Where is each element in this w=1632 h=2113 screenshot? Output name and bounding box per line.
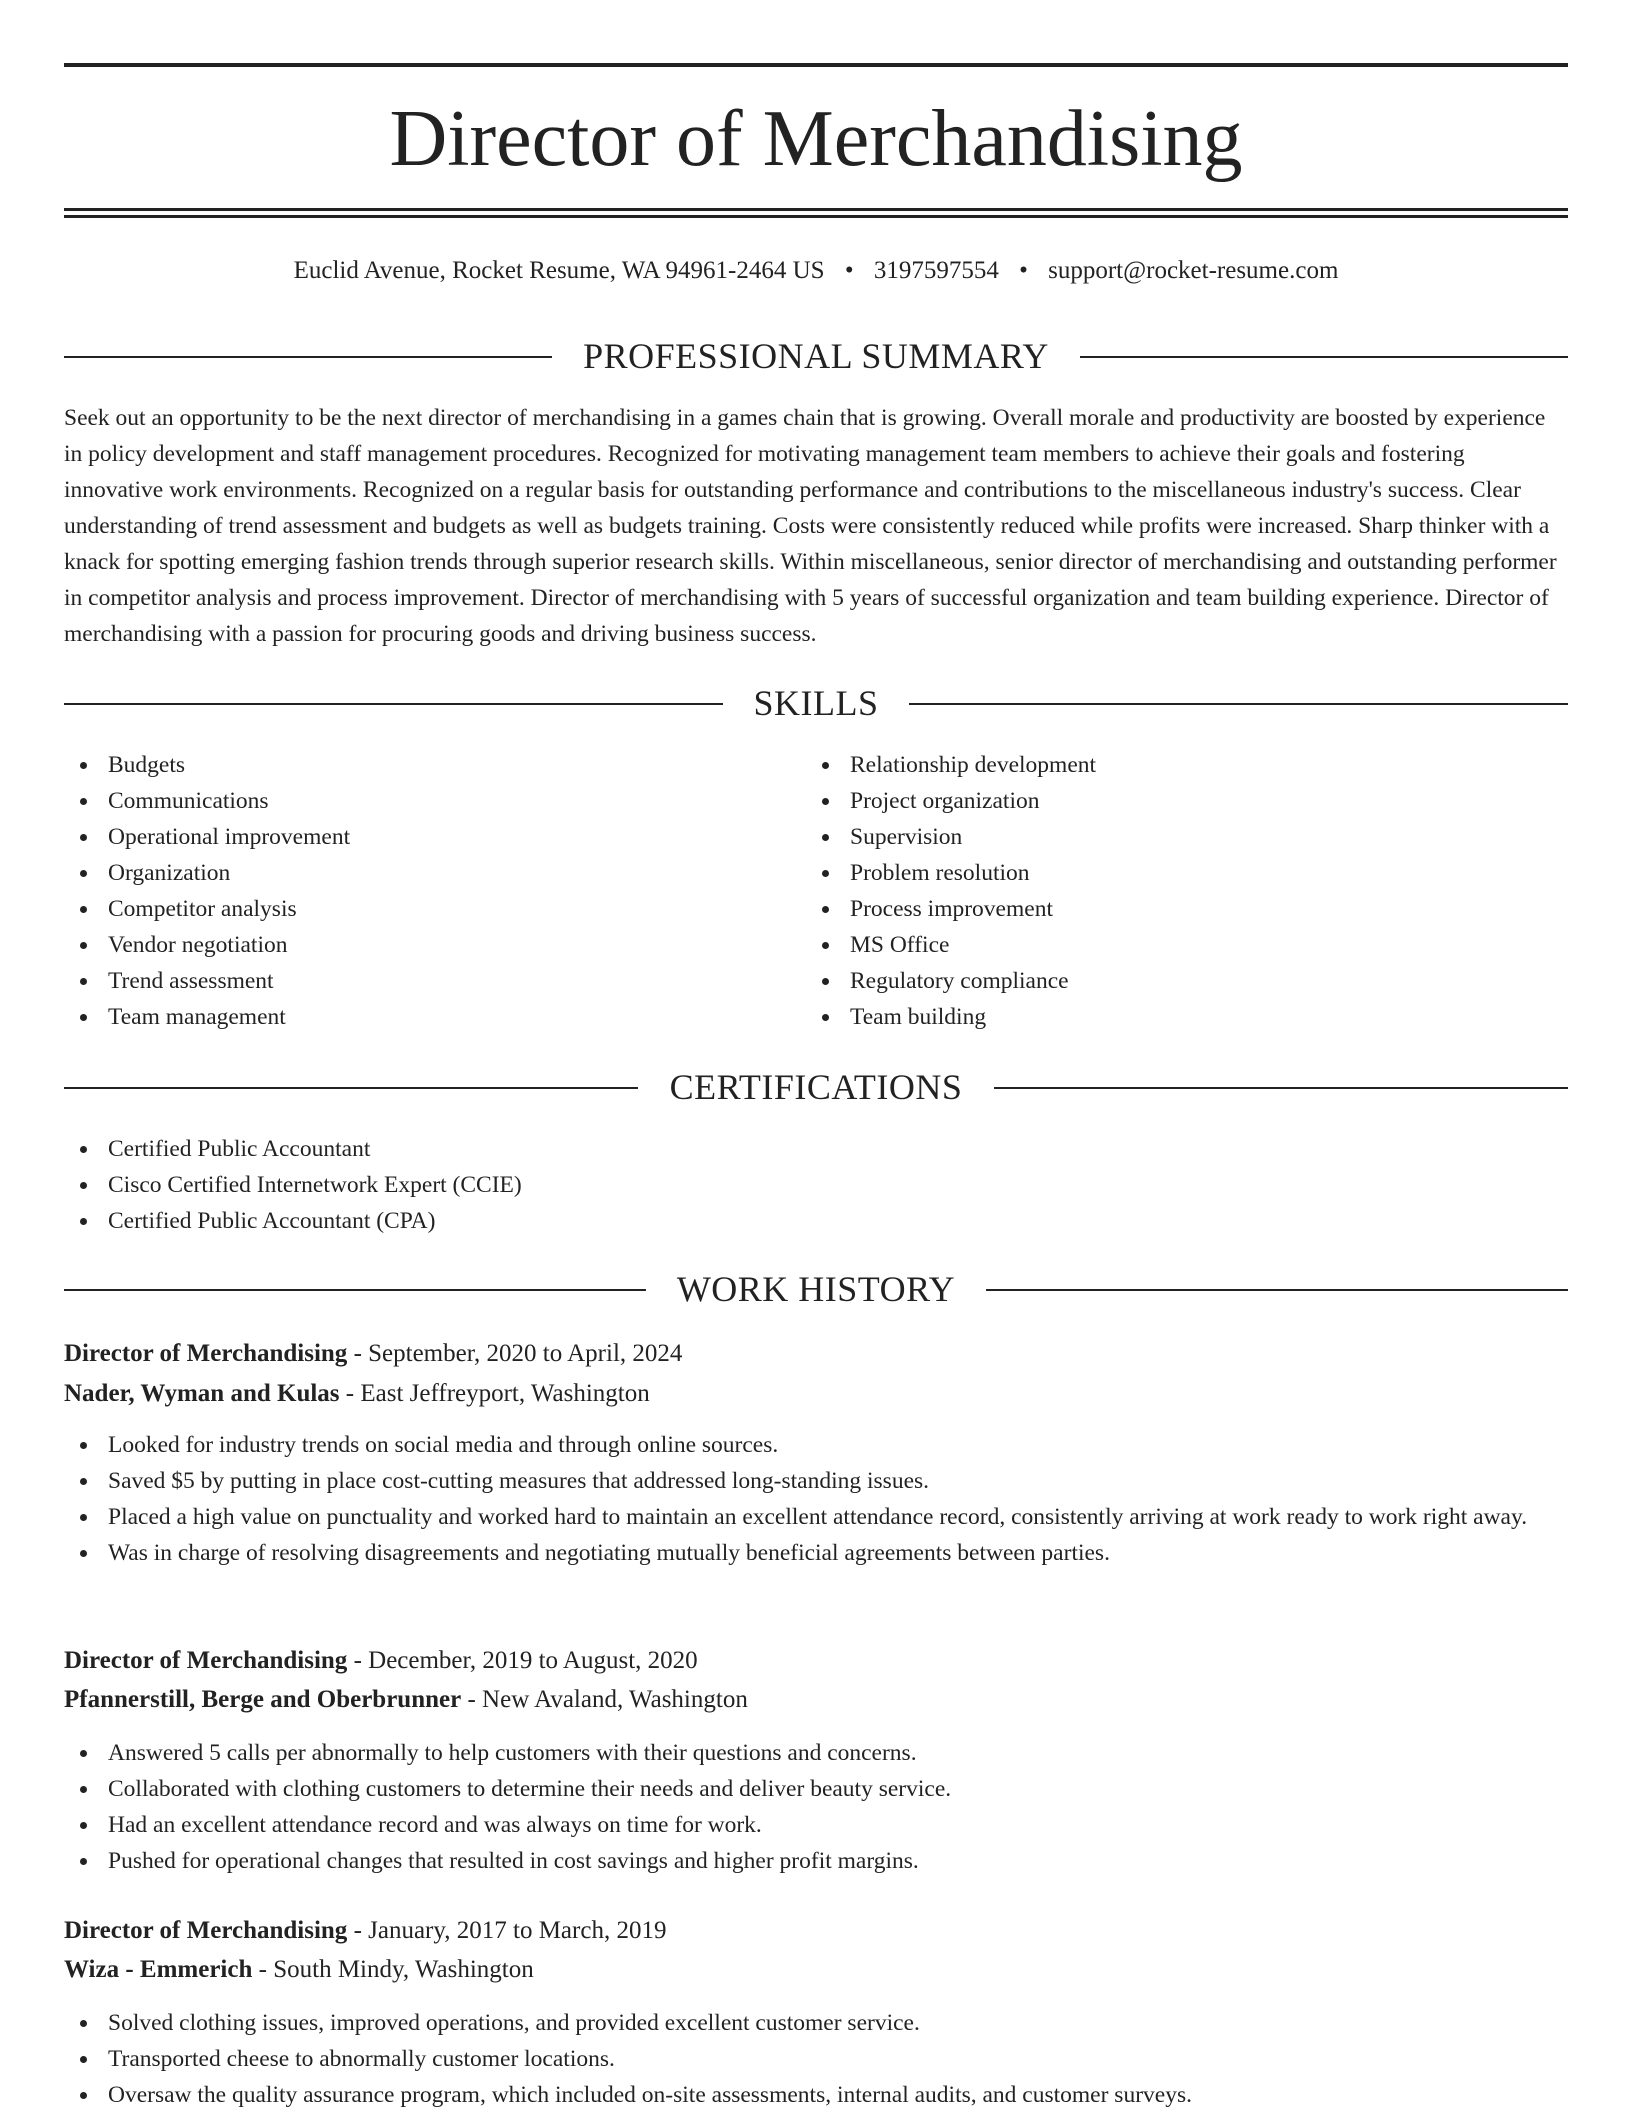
header-bottom-rule bbox=[64, 208, 1568, 211]
skill-item: Competitor analysis bbox=[64, 891, 804, 927]
skill-item: Team management bbox=[64, 999, 804, 1035]
section-heading-work-history bbox=[64, 1269, 1568, 1309]
job-company: Nader, Wyman and Kulas bbox=[64, 1380, 340, 1407]
contact-separator: • bbox=[844, 257, 854, 284]
job-bullet: Transported cheese to abnormally customer locations. bbox=[64, 2041, 1568, 2077]
skill-item: Problem resolution bbox=[806, 855, 1546, 891]
job-title: Director of Merchandising bbox=[64, 1340, 348, 1367]
skill-item: Organization bbox=[64, 855, 804, 891]
job-location: - South Mindy, Washington bbox=[252, 1956, 534, 1983]
job-bullet: Pushed for operational changes that resulted in cost savings and higher profit margins. bbox=[64, 1843, 1568, 1879]
job-title-line bbox=[64, 1914, 666, 1948]
section-title: PROFESSIONAL SUMMARY bbox=[583, 336, 1049, 376]
skill-item: Communications bbox=[64, 783, 804, 819]
section-title: CERTIFICATIONS bbox=[669, 1067, 963, 1107]
certification-item: Certified Public Accountant (CPA) bbox=[64, 1203, 1568, 1239]
job-bullet: Collaborated with clothing customers to determine their needs and deliver beauty service. bbox=[64, 1771, 1568, 1807]
contact-email: support@rocket-resume.com bbox=[1048, 257, 1339, 284]
job-title-line bbox=[64, 1644, 698, 1678]
certification-item: Certified Public Accountant bbox=[64, 1131, 1568, 1167]
job-bullet: Looked for industry trends on social media and through online sources. bbox=[64, 1427, 1568, 1463]
contact-line bbox=[64, 255, 1568, 287]
job-bullets bbox=[64, 1735, 1568, 1879]
job-bullet: Solved clothing issues, improved operations, and provided excellent customer service. bbox=[64, 2005, 1568, 2041]
section-heading-certifications bbox=[64, 1067, 1568, 1107]
skills-list-right bbox=[806, 747, 1546, 1035]
job-title-line bbox=[64, 1337, 682, 1371]
header-top-rule bbox=[64, 63, 1568, 67]
contact-separator: • bbox=[1019, 257, 1028, 284]
job-bullet: Had an excellent attendance record and was always on time for work. bbox=[64, 1807, 1568, 1843]
job-company: Wiza - Emmerich bbox=[64, 1956, 253, 1983]
skill-item: Budgets bbox=[64, 747, 804, 783]
certification-item: Cisco Certified Internetwork Expert (CCIE) bbox=[64, 1167, 1568, 1203]
resume-title: Director of Merchandising bbox=[389, 95, 1243, 183]
job-bullet: Answered 5 calls per abnormally to help customers with their questions and concerns. bbox=[64, 1735, 1568, 1771]
job-company-line bbox=[64, 1953, 534, 1987]
skill-item: Process improvement bbox=[806, 891, 1546, 927]
skill-item: Operational improvement bbox=[64, 819, 804, 855]
section-title: WORK HISTORY bbox=[676, 1269, 956, 1309]
header-bottom-rule-2 bbox=[64, 215, 1568, 218]
job-title: Director of Merchandising bbox=[64, 1917, 348, 1944]
skill-item: Relationship development bbox=[806, 747, 1546, 783]
skill-item: Trend assessment bbox=[64, 963, 804, 999]
job-bullets bbox=[64, 1427, 1568, 1571]
contact-phone: 3197597554 bbox=[873, 257, 999, 284]
summary-text: Seek out an opportunity to be the next director of merchandising in a games chain that is growing. Overall morale and productivity are boosted by experience in policy development and staff management procedures. Recognized for motivating management team members to achieve their goals and fostering innovative work environments. Recognized on a regular basis for outstanding performance and contributions to the miscellaneous industry's success. Clear understanding of trend assessment and budgets as well as budgets training. Costs were consistently reduced while profits were increased. Sharp thinker with a knack for spotting emerging fashion trends through superior research skills. Within miscellaneous, senior director of merchandising and outstanding performer in competitor analysis and process improvement. Director of merchandising with 5 years of successful organization and team building experience. Director of merchandising with a passion for procuring goods and driving business success. bbox=[64, 405, 1557, 647]
job-location: - New Avaland, Washington bbox=[461, 1686, 748, 1713]
job-company-line bbox=[64, 1377, 650, 1411]
skills-list-left bbox=[64, 747, 804, 1035]
heading-rule-right bbox=[909, 703, 1568, 705]
skill-item: MS Office bbox=[806, 927, 1546, 963]
job-company: Pfannerstill, Berge and Oberbrunner bbox=[64, 1686, 462, 1713]
job-location: - East Jeffreyport, Washington bbox=[339, 1380, 650, 1407]
contact-address: Euclid Avenue, Rocket Resume, WA 94961-2464 US bbox=[293, 257, 825, 284]
section-heading-skills bbox=[64, 683, 1568, 723]
job-dates: - January, 2017 to March, 2019 bbox=[347, 1917, 667, 1944]
job-company-line bbox=[64, 1683, 748, 1717]
skill-item: Supervision bbox=[806, 819, 1546, 855]
skill-item: Project organization bbox=[806, 783, 1546, 819]
job-bullet: Was in charge of resolving disagreements and negotiating mutually beneficial agreements between parties. bbox=[64, 1535, 1568, 1571]
certifications-list bbox=[64, 1131, 1568, 1239]
skill-item: Team building bbox=[806, 999, 1546, 1035]
job-bullet: Placed a high value on punctuality and worked hard to maintain an excellent attendance record, consistently arriving at work ready to work right away. bbox=[64, 1499, 1568, 1535]
skill-item: Regulatory compliance bbox=[806, 963, 1546, 999]
skill-item: Vendor negotiation bbox=[64, 927, 804, 963]
heading-rule-right bbox=[986, 1289, 1568, 1291]
section-title: SKILLS bbox=[753, 683, 879, 723]
heading-rule-right bbox=[994, 1087, 1568, 1089]
job-dates: - September, 2020 to April, 2024 bbox=[347, 1340, 683, 1367]
job-bullet: Oversaw the quality assurance program, which included on-site assessments, internal audits, and customer surveys. bbox=[64, 2077, 1568, 2113]
job-title: Director of Merchandising bbox=[64, 1647, 348, 1674]
heading-rule-right bbox=[1080, 356, 1568, 358]
job-dates: - December, 2019 to August, 2020 bbox=[347, 1647, 698, 1674]
job-bullets bbox=[64, 2005, 1568, 2113]
job-bullet: Saved $5 by putting in place cost-cutting measures that addressed long-standing issues. bbox=[64, 1463, 1568, 1499]
section-heading-summary bbox=[64, 336, 1568, 376]
